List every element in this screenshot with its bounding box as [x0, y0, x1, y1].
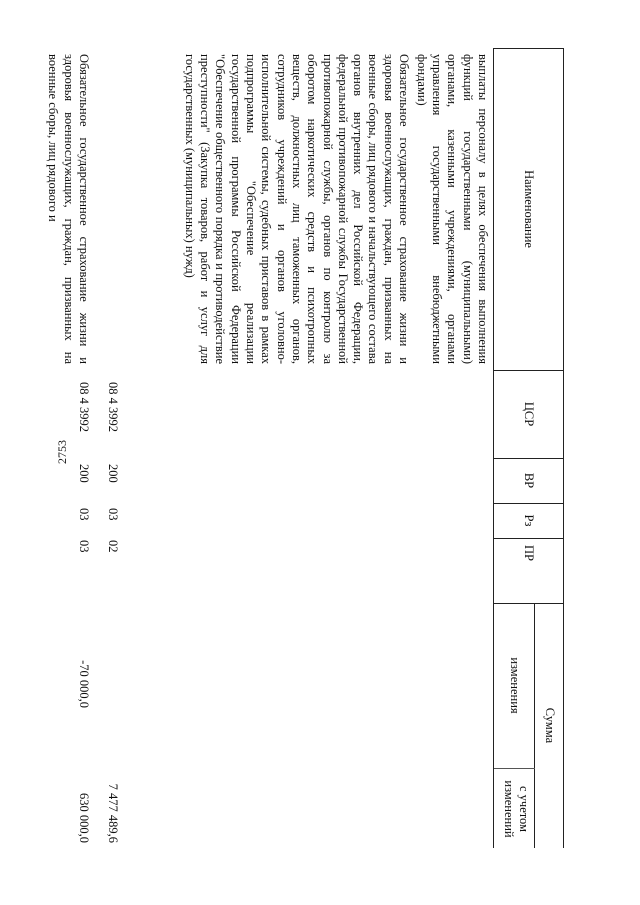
- row-0-name: выплаты персоналу в целях обеспечения выполнения функций государственными (муниципальными) органами, казенными учреждениями, органами управления государственными внебюджетными фондами): [414, 54, 490, 364]
- table-top-border: [563, 48, 564, 848]
- page-number: 2753: [55, 440, 69, 464]
- row-1-name: Обязательное государственное страхование жизни и здоровья военнослужащих, граждан, призванных на военные сборы, лиц рядового и начальствующего состава органов внутренних дел Российской Федерации, федеральной противопожарной службы Государственной противопожарной службы, органов по контролю за оборотом наркотических средств и психотропных веществ, должностных лиц таможенных органов, сотрудников учреждений и органов уголовно-исполнительной системы, судебных приставов в рамках подпрограммы "Обеспечение реализации государственной программы Российской Федерации "Обеспечение общественного порядка и противодействие преступности" (Закупка товаров, работ и услуг для государственных (муниципальных) нужд): [182, 54, 411, 364]
- row-1-with-change: 7 477 489,6: [106, 783, 120, 843]
- sum-subheader-border: [534, 603, 535, 848]
- row-2-csr: 08 4 3992: [77, 382, 91, 432]
- row-2-vr: 200: [77, 464, 91, 483]
- row-1-pr: 02: [106, 540, 120, 553]
- row-1-vr: 200: [106, 464, 120, 483]
- header-change: изменения: [508, 657, 522, 714]
- row-2-change: -70 000,0: [77, 660, 91, 708]
- header-rz: Рз: [522, 514, 536, 527]
- row-2-name: Обязательное государственное страхование жизни и здоровья военнослужащих, граждан, призванных на военные сборы, лиц рядового и: [46, 54, 91, 364]
- row-2-with-change: 630 000,0: [77, 793, 91, 843]
- row-1-rz: 03: [106, 508, 120, 521]
- header-pr: ПР: [522, 545, 536, 561]
- col-divider-sum: [494, 768, 535, 769]
- header-csr: ЦСР: [522, 401, 536, 427]
- header-with-change: с учетом изменений: [502, 780, 531, 838]
- row-1-csr: 08 4 3992: [106, 382, 120, 432]
- header-name: Наименование: [522, 170, 536, 248]
- header-bottom-border: [493, 48, 494, 848]
- row-2-rz: 03: [77, 508, 91, 521]
- header-vr: ВР: [522, 472, 536, 489]
- row-2-pr: 03: [77, 540, 91, 553]
- header-sum: Сумма: [543, 707, 557, 744]
